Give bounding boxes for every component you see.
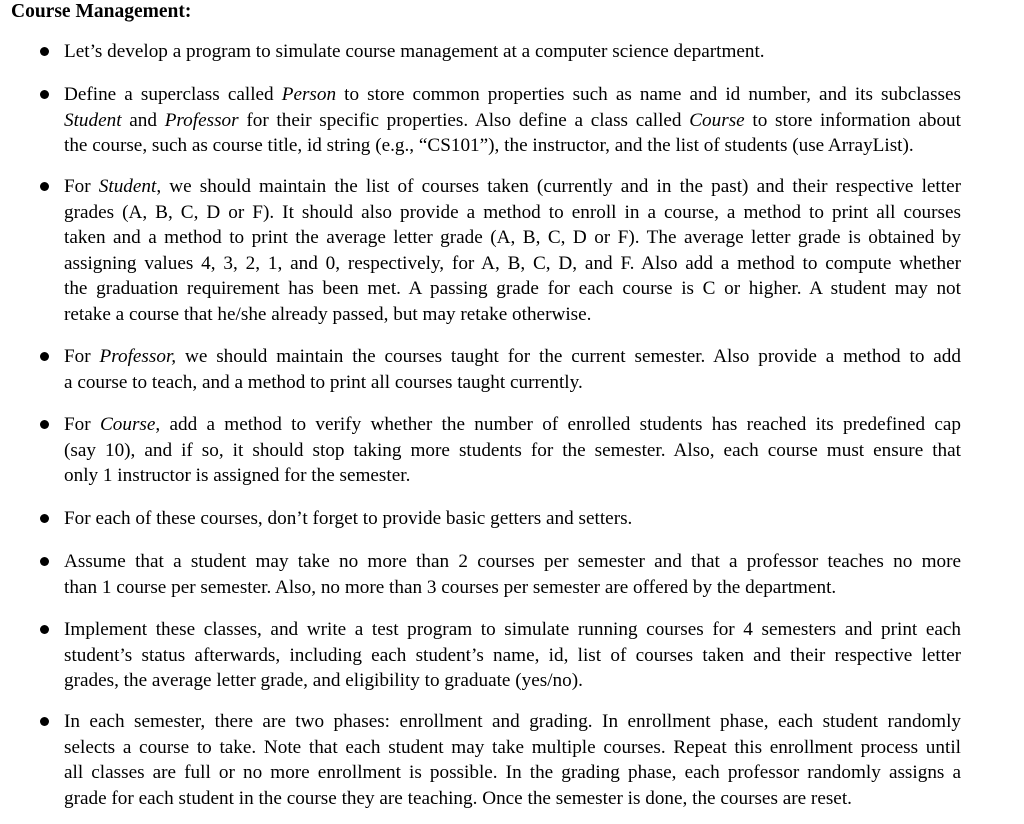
text-line (64, 412, 961, 438)
bullet-item (64, 82, 961, 159)
text-line (64, 302, 961, 328)
text-line (64, 735, 961, 761)
text-run: Student (98, 176, 157, 197)
text-run: for their specific properties. Also define a class called (238, 109, 690, 131)
text-line (64, 709, 961, 735)
text-line (64, 760, 961, 786)
text-run: grades (A, B, C, D or F). It should also provide a method to enroll in a course, a method to print all courses (64, 201, 961, 223)
bullet-item (64, 709, 961, 811)
text-run: For (64, 414, 100, 435)
text-line (64, 39, 961, 65)
text-line (64, 251, 961, 277)
text-run: For each of these courses, don’t forget to provide basic getters and setters. (64, 508, 633, 529)
text-line (64, 108, 961, 134)
text-line (64, 463, 961, 489)
text-run: In each semester, there are two phases: enrollment and grading. In enrollment phase, each student randomly (64, 711, 961, 732)
text-run: Professor, (99, 346, 177, 367)
text-run: all classes are full or no more enrollment is possible. In the grading phase, each professor randomly assigns a (64, 762, 961, 783)
text-run: Course (689, 109, 745, 131)
bullet-dot-icon (40, 352, 49, 361)
text-run: only 1 instructor is assigned for the semester. (64, 465, 411, 486)
text-run: Implement these classes, and write a test program to simulate running courses for 4 semesters and print each (64, 619, 961, 640)
bullet-dot-icon (40, 557, 49, 566)
text-run: the graduation requirement has been met. A passing grade for each course is C or higher. A student may not (64, 278, 961, 299)
text-line (64, 200, 961, 226)
text-run: Define a superclass called (64, 84, 282, 105)
bullet-item (64, 174, 961, 327)
text-run: For (64, 346, 100, 367)
text-line (64, 506, 961, 532)
bullet-item (64, 39, 961, 65)
text-run: to store common properties such as name and id number, and its subclasses (336, 84, 961, 105)
text-run: assigning values 4, 3, 2, 1, and 0, respectively, for A, B, C, D, and F. Also add a method to compute whether (64, 252, 961, 274)
text-run: For (64, 176, 99, 197)
text-run: grade for each student in the course they are teaching. Once the semester is done, the courses are reset. (64, 787, 852, 809)
page-title: Course Management: (11, 1, 192, 22)
text-run: and (121, 109, 165, 131)
text-run: to store information about (744, 109, 961, 131)
text-line (64, 370, 961, 396)
bullet-item (64, 549, 961, 600)
text-line (64, 174, 961, 200)
text-run: than 1 course per semester. Also, no more than 3 courses per semester are offered by the department. (64, 576, 837, 598)
bullet-dot-icon (40, 182, 49, 191)
text-line (64, 344, 961, 370)
text-run: Let’s develop a program to simulate course management at a computer science department. (64, 41, 765, 62)
text-run: Person (281, 84, 337, 105)
text-run: , we should maintain the list of courses taken (currently and in the past) and their respective letter (156, 176, 961, 197)
text-run: Student (64, 109, 122, 131)
text-line (64, 82, 961, 108)
text-run: we should maintain the courses taught for the current semester. Also provide a method to add (176, 346, 961, 367)
text-run: grades, the average letter grade, and eligibility to graduate (yes/no). (64, 670, 583, 691)
bullet-item (64, 617, 961, 694)
bullet-item (64, 506, 961, 532)
text-line (64, 668, 961, 694)
bullet-dot-icon (40, 47, 49, 56)
bullet-dot-icon (40, 625, 49, 634)
bullet-dot-icon (40, 514, 49, 523)
bullet-dot-icon (40, 717, 49, 726)
text-run: Professor (164, 109, 239, 131)
text-run: a course to teach, and a method to print all courses taught currently. (64, 371, 583, 393)
bullet-item (64, 412, 961, 489)
text-run: (say 10), and if so, it should stop taking more students for the semester. Also, each course must ensure that (64, 439, 961, 461)
text-run: retake a course that he/she already passed, but may retake otherwise. (64, 303, 592, 325)
text-line (64, 225, 961, 251)
text-line (64, 617, 961, 643)
text-run: Assume that a student may take no more than 2 courses per semester and that a professor teaches no more (64, 551, 961, 572)
text-run: , add a method to verify whether the number of enrolled students has reached its predefined cap (155, 414, 961, 435)
bullet-dot-icon (40, 420, 49, 429)
bullet-dot-icon (40, 90, 49, 99)
text-run: Course (99, 414, 156, 435)
text-run: taken and a method to print the average letter grade (A, B, C, D or F). The average letter grade is obtained by (64, 227, 961, 248)
text-run: student’s status afterwards, including each student’s name, id, list of courses taken and their respective letter (64, 644, 961, 666)
text-line (64, 276, 961, 302)
text-line (64, 549, 961, 575)
text-line (64, 133, 961, 159)
text-line (64, 643, 961, 669)
text-line (64, 575, 961, 601)
text-run: selects a course to take. Note that each student may take multiple courses. Repeat this enrollment process until (64, 736, 961, 758)
text-line (64, 786, 961, 812)
text-line (64, 438, 961, 464)
bullet-item (64, 344, 961, 395)
text-run: the course, such as course title, id string (e.g., “CS101”), the instructor, and the list of students (use ArrayList). (64, 135, 914, 156)
